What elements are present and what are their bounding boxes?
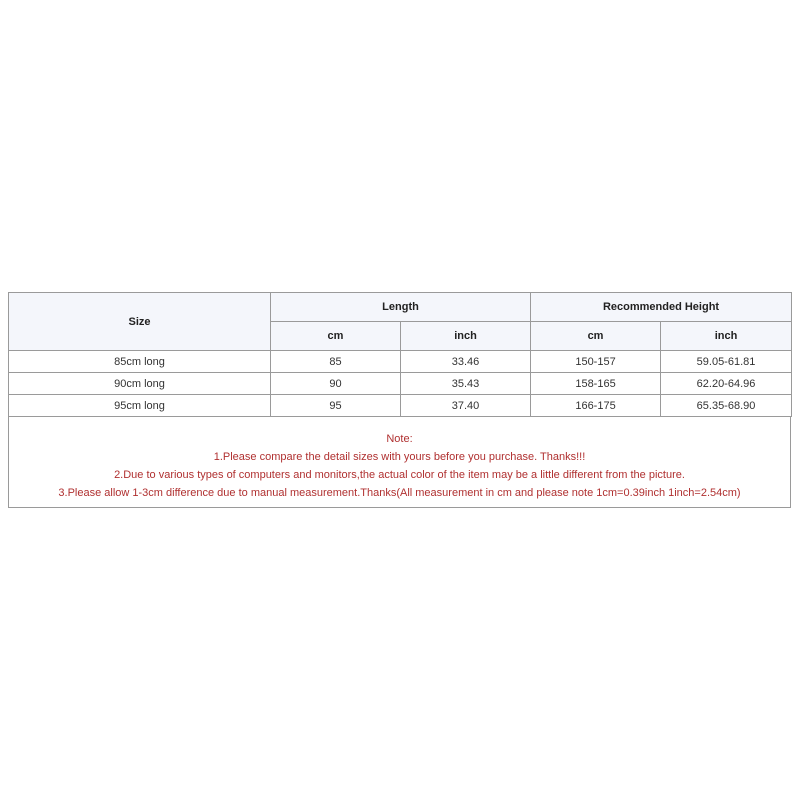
size-header: Size [9,293,271,351]
length-cm-cell: 85 [271,351,401,373]
size-cell: 90cm long [9,373,271,395]
note-line-3: 3.Please allow 1-3cm difference due to manual measurement.Thanks(All measurement in cm and please note 1cm=0.39inch 1inch=2.54cm) [58,487,741,499]
header-row [9,293,792,322]
size-table [8,292,792,417]
table-row [9,395,792,417]
height-inch-header: inch [661,322,792,351]
height-cm-cell: 166-175 [531,395,661,417]
height-cm-cell: 150-157 [531,351,661,373]
size-chart [8,292,791,508]
length-inch-header: inch [401,322,531,351]
length-cm-cell: 95 [271,395,401,417]
height-cm-header: cm [531,322,661,351]
height-inch-cell: 62.20-64.96 [661,373,792,395]
size-cell: 85cm long [9,351,271,373]
note-title: Note: [386,433,413,445]
length-header: Length [271,293,531,322]
size-cell: 95cm long [9,395,271,417]
note-line-1: 1.Please compare the detail sizes with yours before you purchase. Thanks!!! [213,451,586,463]
height-inch-cell: 65.35-68.90 [661,395,792,417]
note-line-2: 2.Due to various types of computers and monitors,the actual color of the item may be a little different from the picture. [114,469,685,481]
length-inch-cell: 35.43 [401,373,531,395]
height-inch-cell: 59.05-61.81 [661,351,792,373]
length-inch-cell: 37.40 [401,395,531,417]
notes-block [9,430,790,502]
recommended-height-header: Recommended Height [531,293,792,322]
height-cm-cell: 158-165 [531,373,661,395]
length-cm-header: cm [271,322,401,351]
length-inch-cell: 33.46 [401,351,531,373]
table-row [9,373,792,395]
table-row [9,351,792,373]
length-cm-cell: 90 [271,373,401,395]
